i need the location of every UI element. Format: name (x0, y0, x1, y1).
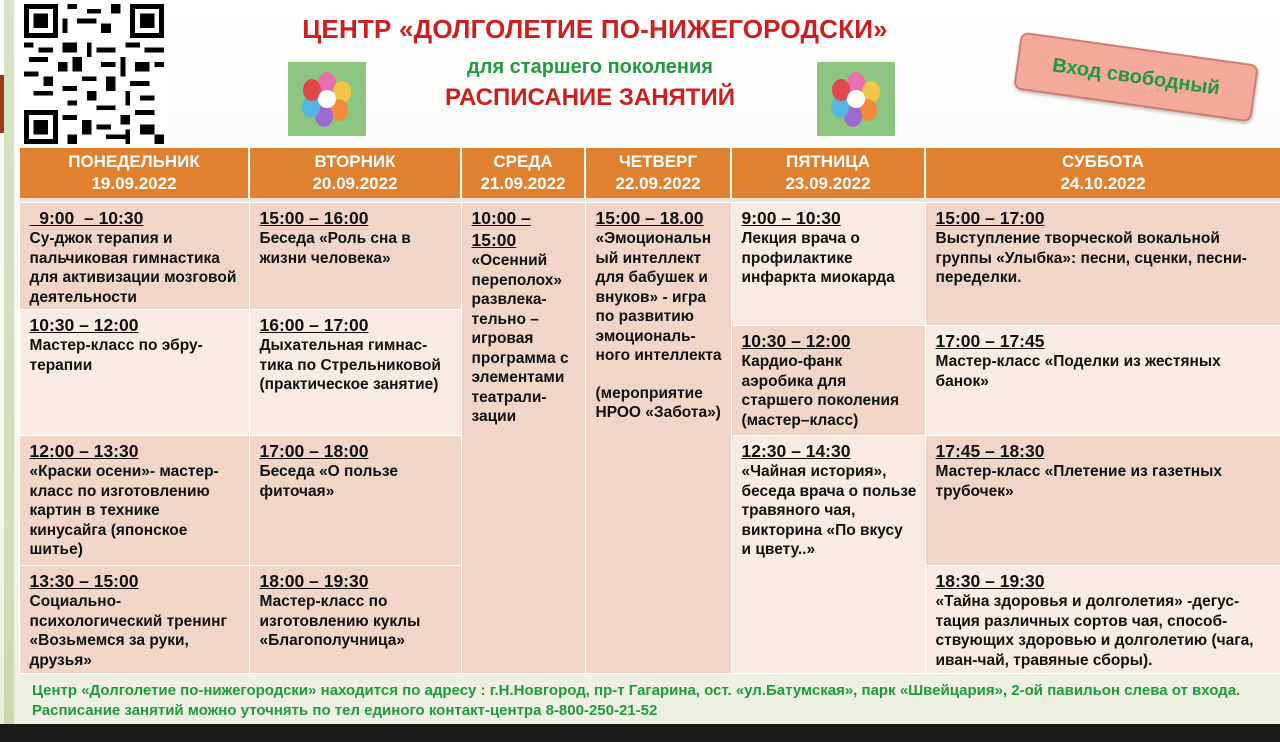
event-text: «Эмоциональн ый интеллект для бабушек и внуков» - игра по развитию эмоциональ-ного интеллекта (595, 230, 722, 364)
event-time: 16:00 – 17:00 (259, 315, 369, 335)
event-text: Беседа «О пользе фиточая» (259, 463, 398, 500)
footer-address: Центр «Долголетие по-нижегородски» находится по адресу : г.Н.Новгород, пр-т Гагарина, ост. «ул.Батумская», парк «Швейцария», 2-ой павильон слева от входа. Расписание занятий можно уточнять по тел единого контакт-центра 8-800-250-21-52 (32, 682, 1241, 719)
day-header-row (19, 148, 1280, 198)
event-note: (мероприятие НРОО «Забота») (595, 384, 721, 421)
event-time: 18:00 – 19:30 (259, 571, 369, 591)
page-subtitle: для старшего поколения (467, 56, 713, 78)
page-title: ЦЕНТР «ДОЛГОЛЕТИЕ ПО-НИЖЕГОРОДСКИ» (302, 14, 888, 44)
event-text: Мастер-класс «Поделки из жестяных банок» (935, 353, 1221, 390)
schedule-cell (461, 203, 585, 674)
day-date: 19.09.2022 (91, 174, 177, 193)
flower-logo-icon (817, 62, 895, 136)
schedule-cell (925, 203, 1280, 326)
event-text: Мастер-класс по эбру-терапии (29, 337, 203, 374)
day-header (19, 148, 249, 198)
event-time: 9:00 – 10:30 (29, 208, 144, 228)
event-time: 15:00 – 16:00 (259, 208, 369, 228)
event-text: Мастер-класс «Плетение из газетных трубочек» (935, 463, 1223, 500)
schedule-cell (19, 310, 249, 436)
event-time: 13:30 – 15:00 (29, 571, 139, 591)
schedule-cell (925, 436, 1280, 566)
schedule-cell (731, 436, 925, 674)
event-time: 12:00 – 13:30 (29, 441, 139, 461)
day-name: ЧЕТВЕРГ (618, 152, 698, 171)
flower-logo-icon (288, 62, 366, 136)
event-text: Кардио-фанк аэробика для старшего поколения (мастер–класс) (741, 353, 900, 429)
event-text: «Чайная история», беседа врача о пользе травяного чая, викторина «По вкусу и цвету..» (741, 463, 917, 558)
schedule-cell (249, 310, 461, 436)
event-time: 10:30 – 12:00 (29, 315, 139, 335)
event-text: Су-джок терапия и пальчиковая гимнастика для активизации мозговой деятельности (29, 230, 237, 306)
event-text: «Тайна здоровья и долголетия» -дегус-тация различных сортов чая, способ-ствующих здоровью и долголетию (чага, иван-чай, травяные сборы). (935, 593, 1254, 669)
decorative-strip (4, 0, 14, 742)
day-name: СРЕДА (493, 152, 553, 171)
event-time: 17:00 – 17:45 (935, 331, 1045, 351)
day-header (249, 148, 461, 198)
schedule-cell (925, 566, 1280, 674)
event-time: 17:00 – 18:00 (259, 441, 369, 461)
day-name: СУББОТА (1062, 152, 1144, 171)
event-text: Социально-психологический тренинг «Возьмемся за руки, друзья» (29, 593, 227, 669)
event-time: 10:00 – 15:00 (471, 208, 531, 250)
footer (18, 674, 1280, 724)
event-text: Мастер-класс по изготовлению куклы «Благополучница» (259, 593, 421, 649)
event-text: Выступление творческой вокальной группы «Улыбка»: песни, сценки, песни-переделки. (935, 230, 1247, 286)
day-date: 23.09.2022 (785, 174, 871, 193)
day-header (731, 148, 925, 198)
day-date: 22.09.2022 (615, 174, 701, 193)
event-time: 18:30 – 19:30 (935, 571, 1045, 591)
event-text: Лекция врача о профилактике инфаркта миокарда (741, 230, 895, 286)
schedule-cell (585, 203, 731, 674)
event-text: Дыхательная гимнас-тика по Стрельниковой (практическое занятие) (259, 337, 441, 393)
event-text: «Осенний переполох» развлека-тельно – игровая программа с элементами театрали-зации (471, 252, 569, 425)
day-name: ВТОРНИК (314, 152, 396, 171)
schedule-cell (731, 326, 925, 436)
schedule-cell (19, 203, 249, 310)
schedule-cell (249, 436, 461, 566)
day-name: ПОНЕДЕЛЬНИК (68, 152, 200, 171)
schedule-cell (731, 203, 925, 326)
bottom-bar (0, 724, 1280, 742)
day-header (585, 148, 731, 198)
schedule-title: РАСПИСАНИЕ ЗАНЯТИЙ (445, 84, 735, 111)
day-name: ПЯТНИЦА (785, 152, 870, 171)
event-time: 15:00 – 18.00 (595, 208, 704, 228)
event-time: 12:30 – 14:30 (741, 441, 851, 461)
event-time: 9:00 – 10:30 (741, 208, 841, 228)
table-row (19, 203, 1280, 310)
schedule-cell (925, 326, 1280, 436)
schedule-cell (249, 566, 461, 674)
event-text: Беседа «Роль сна в жизни человека» (259, 230, 411, 267)
schedule-cell (19, 566, 249, 674)
day-date: 20.09.2022 (312, 174, 398, 193)
schedule-cell (19, 436, 249, 566)
event-time: 17:45 – 18:30 (935, 441, 1045, 461)
day-date: 21.09.2022 (480, 174, 566, 193)
free-entry-badge: Вход свободный (1013, 32, 1259, 123)
event-time: 15:00 – 17:00 (935, 208, 1045, 228)
day-date: 24.10.2022 (1060, 174, 1146, 193)
schedule-table (18, 148, 1280, 674)
schedule-cell (249, 203, 461, 310)
decorative-accent (0, 75, 4, 133)
day-header (925, 148, 1280, 198)
event-time: 10:30 – 12:00 (741, 331, 851, 351)
event-text: «Краски осени»- мастер-класс по изготовлению картин в технике кинусайга (японское шитье) (29, 463, 219, 558)
qr-code-icon (20, 4, 168, 144)
day-header (461, 148, 585, 198)
